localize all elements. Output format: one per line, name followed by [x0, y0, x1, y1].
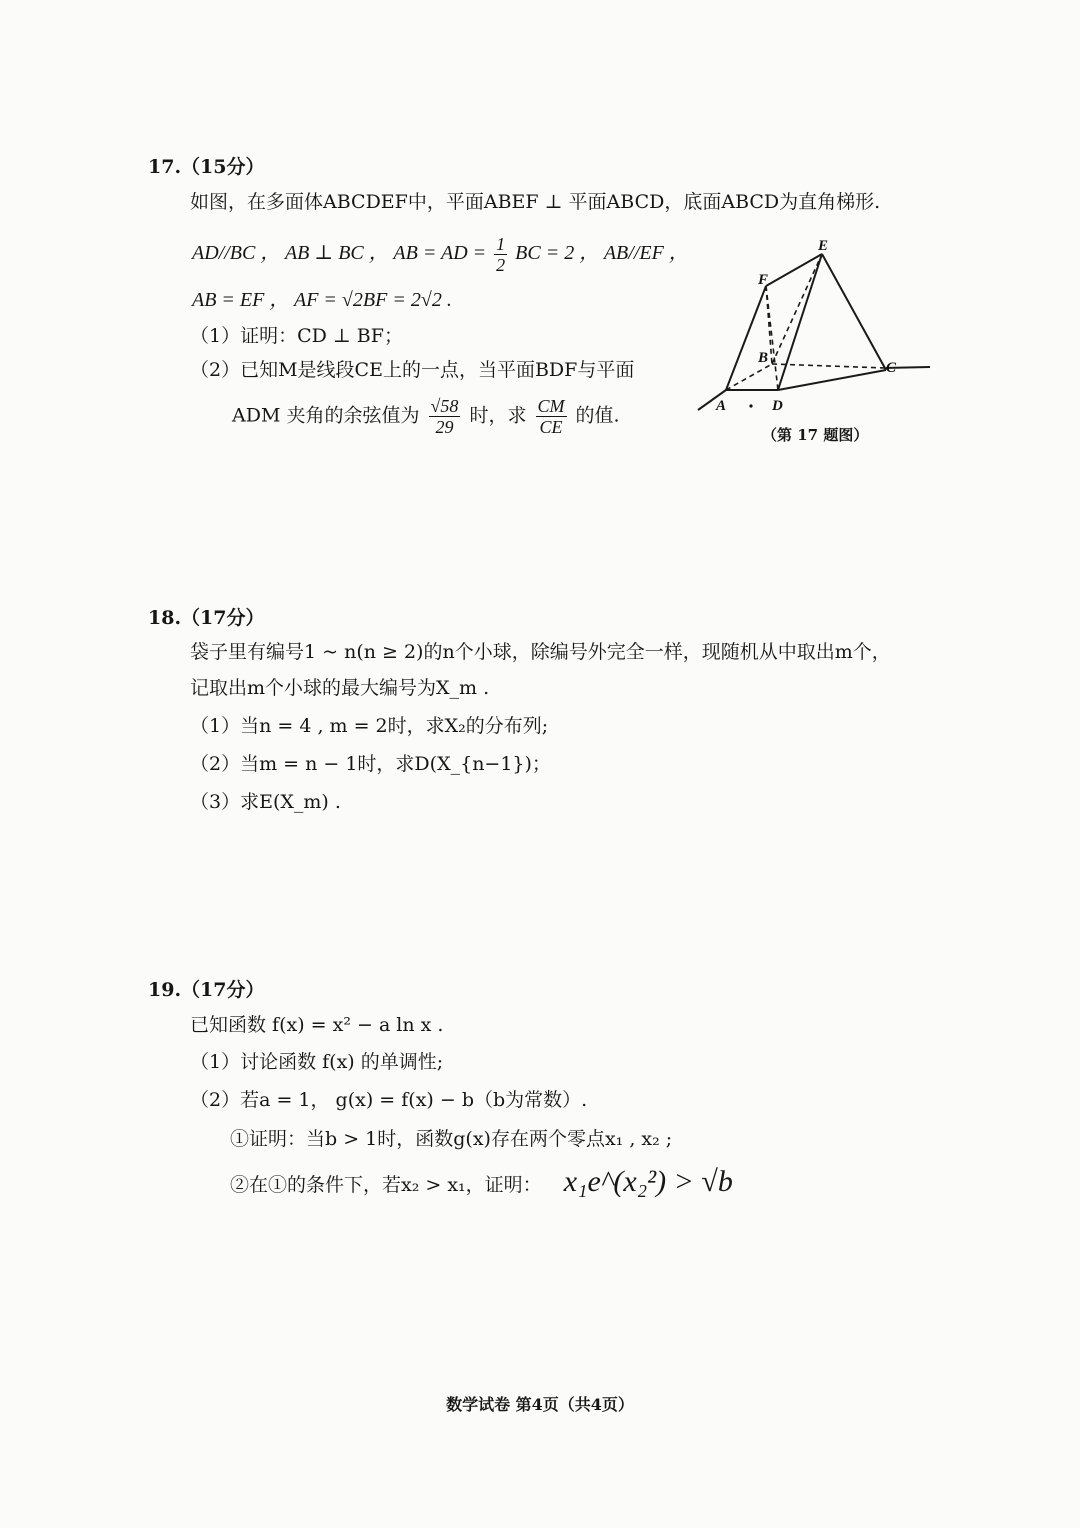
- q17-part2-b: 时，求: [469, 404, 527, 427]
- q17-conditions-line1: [192, 234, 689, 275]
- label-D: D: [772, 398, 783, 414]
- page-footer: 数学试卷 第4页（共4页）: [446, 1395, 634, 1414]
- q19-part1: （1）讨论函数 f(x) 的单调性;: [190, 1051, 444, 1073]
- q17-part2-line1: （2）已知M是线段CE上的一点，当平面BDF与平面: [190, 359, 635, 381]
- q17-conditions-line2: AB = EF ， AF = √2BF = 2√2 .: [192, 289, 452, 311]
- q17-ratio-fraction: [536, 396, 567, 437]
- edge-DC: [778, 370, 886, 390]
- q17-cond-b: BC = 2 ， AB//EF ，: [515, 242, 689, 265]
- q19-sub2: [230, 1165, 733, 1198]
- q19-line1: 已知函数 f(x) = x² − a ln x .: [190, 1014, 444, 1036]
- q18-part2: （2）当m = n − 1时，求D(X_{n−1})；: [190, 753, 551, 775]
- q18-line1: 袋子里有编号1 ~ n(n ≥ 2)的n个小球，除编号外完全一样，现随机从中取出m个，: [190, 641, 891, 663]
- q17-cos-fraction: [429, 396, 461, 437]
- q17-ratio-den: CE: [539, 417, 563, 437]
- q19-part2: （2）若a = 1， g(x) = f(x) − b（b为常数）.: [190, 1089, 588, 1111]
- label-F: F: [758, 272, 769, 288]
- hidden-edge-FD: [766, 286, 778, 390]
- q17-frac-den: 2: [496, 255, 506, 275]
- q17-part2-c: 的值.: [575, 404, 620, 427]
- hidden-edge-BC: [772, 364, 886, 368]
- label-C: C: [886, 360, 897, 376]
- hidden-edge-BE: [772, 254, 822, 364]
- label-A: A: [716, 398, 727, 414]
- label-E: E: [818, 238, 829, 254]
- edge-AF: [726, 286, 769, 390]
- q17-frac-num: 1: [496, 234, 506, 254]
- q18-part1: （1）当n = 4 , m = 2时，求X₂的分布列;: [190, 715, 549, 737]
- q19-sub2-formula: x₁e^(x₂²) > √b: [563, 1165, 733, 1198]
- q17-ratio-num: CM: [537, 396, 565, 416]
- hidden-edge-AB: [726, 364, 772, 390]
- q19-sub2-text: ②在①的条件下，若x₂ > x₁，证明：: [230, 1174, 542, 1196]
- q18-part3: （3）求E(X_m) .: [190, 791, 341, 813]
- q17-figure-caption: （第 17 题图）: [762, 426, 869, 444]
- q17-cos-num: √58: [430, 396, 459, 416]
- q17-header: 17.（15分）: [148, 156, 265, 178]
- q17-cond-a: AD//BC ， AB ⊥ BC ， AB = AD =: [192, 242, 487, 265]
- figure-dot: [749, 404, 752, 407]
- q18-line2: 记取出m个小球的最大编号为X_m .: [190, 677, 490, 699]
- q17-half-fraction: [494, 234, 507, 275]
- q17-part1: （1）证明：CD ⊥ BF；: [190, 325, 403, 347]
- label-B: B: [758, 350, 769, 366]
- q17-part2-a: ADM 夹角的余弦值为: [232, 404, 420, 427]
- q19-header: 19.（17分）: [148, 979, 265, 1001]
- q17-cos-den: 29: [435, 417, 454, 437]
- q19-sub1: ①证明：当b > 1时，函数g(x)存在两个零点x₁ , x₂ ;: [230, 1128, 673, 1150]
- q17-part2-line2: [232, 396, 620, 437]
- q18-header: 18.（17分）: [148, 607, 265, 629]
- q17-stem: 如图，在多面体ABCDEF中，平面ABEF ⊥ 平面ABCD，底面ABCD为直角梯形.: [190, 191, 881, 213]
- q17-polyhedron-figure: [690, 238, 940, 438]
- edge-EC: [822, 254, 886, 370]
